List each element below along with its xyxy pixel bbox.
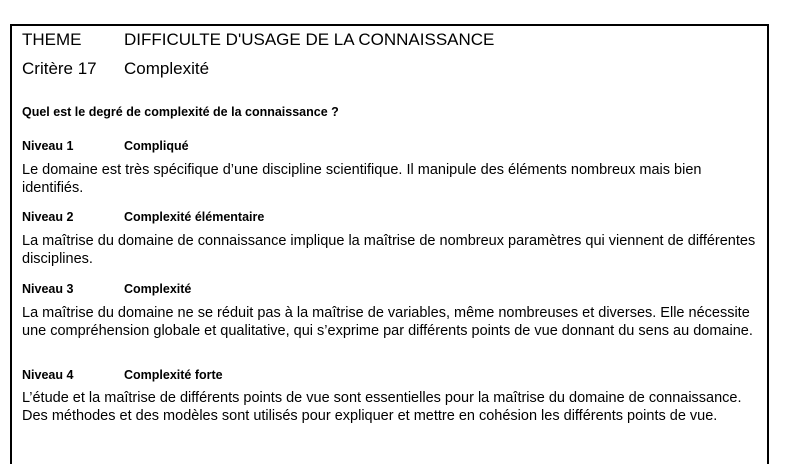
theme-row [22, 30, 494, 50]
critere-value: Complexité [124, 59, 210, 78]
level-number: Niveau 1 [22, 139, 74, 153]
level-heading [22, 281, 191, 297]
level-heading [22, 367, 223, 383]
level-number: Niveau 4 [22, 368, 74, 382]
level-description: Le domaine est très spécifique d’une discipline scientifique. Il manipule des éléments nombreux mais bien identifiés. [22, 162, 702, 196]
theme-value: DIFFICULTE D'USAGE DE LA CONNAISSANCE [124, 30, 495, 49]
level-heading [22, 138, 189, 154]
question-heading: Quel est le degré de complexité de la connaissance ? [22, 105, 339, 119]
level-title: Complexité forte [124, 368, 223, 382]
level-number: Niveau 3 [22, 282, 74, 296]
level-description: L’étude et la maîtrise de différents points de vue sont essentielles pour la maîtrise du domaine de connaissance. Des méthodes et des modèles sont utilisés pour expliquer et mettre en cohésion les différents points de vue. [22, 390, 742, 424]
level-description: La maîtrise du domaine de connaissance implique la maîtrise de nombreux paramètres qui viennent de différentes disciplines. [22, 233, 756, 267]
level-title: Complexité élémentaire [124, 210, 265, 224]
theme-label: THEME [22, 30, 82, 49]
level-description: La maîtrise du domaine ne se réduit pas à la maîtrise de variables, même nombreuses et diverses. Elle nécessite une compréhension globale et qualitative, qui s’exprime par différents points de vue donnant du sens au domaine. [22, 305, 753, 339]
level-heading [22, 209, 264, 225]
critere-row [22, 59, 209, 79]
level-title: Complexité [124, 282, 192, 296]
critere-label: Critère 17 [22, 59, 97, 78]
level-title: Compliqué [124, 139, 189, 153]
level-number: Niveau 2 [22, 210, 74, 224]
